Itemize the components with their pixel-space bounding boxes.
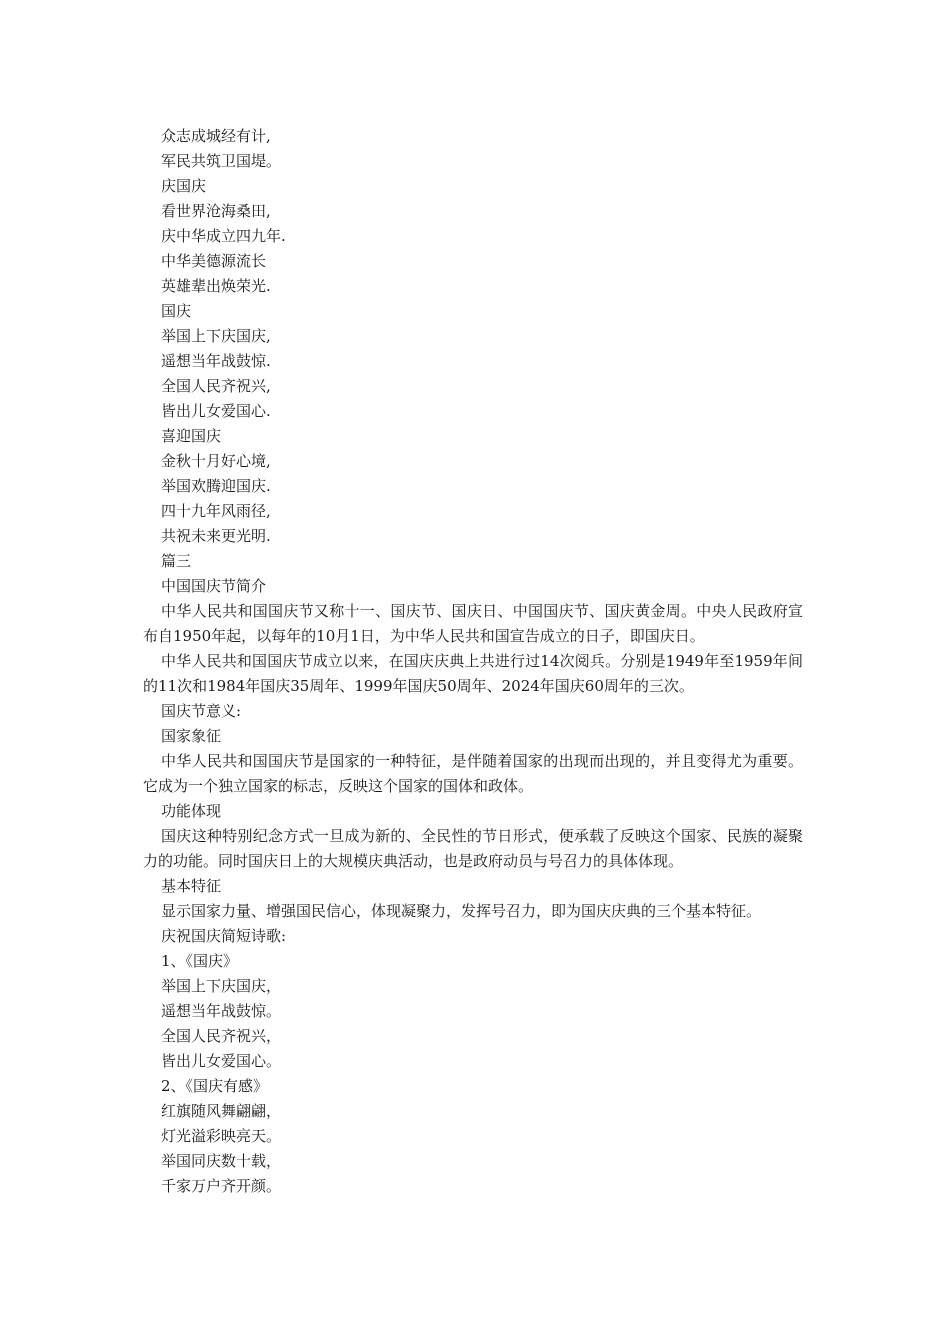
poem-title: 1、《国庆》 [161, 952, 239, 970]
section-heading: 篇三 [161, 552, 192, 570]
poem-title: 国庆 [161, 302, 192, 320]
text-line: 共祝未来更光明. [161, 527, 271, 545]
symbol-paragraph: 中华人民共和国国庆节是国家的一种特征，是伴随着国家的出现而出现的，并且变得尤为重要。它成为一个独立国家的标志，反映这个国家的国体和政体。 [143, 752, 803, 795]
text-line: 金秋十月好心境, [161, 452, 271, 470]
symbol-heading: 国家象征 [161, 727, 222, 745]
text-line: 全国人民齐祝兴， [161, 1027, 282, 1045]
text-line: 举国欢腾迎国庆. [161, 477, 271, 495]
text-line: 全国人民齐祝兴, [161, 377, 271, 395]
text-line: 皆出儿女爱国心. [161, 402, 271, 420]
text-line: 四十九年风雨径, [161, 502, 271, 520]
function-paragraph: 国庆这种特别纪念方式一旦成为新的、全民性的节日形式，便承载了反映这个国家、民族的凝聚力的功能。同时国庆日上的大规模庆典活动，也是政府动员与号召力的具体体现。 [143, 827, 803, 870]
meaning-heading: 国庆节意义: [161, 702, 242, 720]
features-heading: 基本特征 [161, 877, 222, 895]
section-heading: 庆祝国庆简短诗歌: [161, 927, 287, 945]
poem-title: 庆国庆 [161, 177, 207, 195]
poem-section-bottom [143, 924, 803, 1199]
text-line: 千家万户齐开颜。 [161, 1177, 282, 1195]
features-paragraph: 显示国家力量、增强国民信心，体现凝聚力，发挥号召力，即为国庆庆典的三个基本特征。 [161, 902, 762, 920]
text-line: 红旗随风舞翩翩， [161, 1102, 282, 1120]
poem-title: 2、《国庆有感》 [161, 1077, 269, 1095]
function-heading: 功能体现 [161, 802, 222, 820]
text-line: 庆中华成立四九年. [161, 227, 286, 245]
parades-paragraph: 中华人民共和国国庆节成立以来，在国庆庆典上共进行过14次阅兵。分别是1949年至1959年间的11次和1984年国庆35周年、1999年国庆50周年、2024年国庆60周年的三次。 [143, 652, 803, 695]
text-line: 众志成城经有计, [161, 127, 271, 145]
text-line: 军民共筑卫国堤。 [161, 152, 282, 170]
text-line: 遥想当年战鼓惊。 [161, 1002, 282, 1020]
text-line: 看世界沧海桑田, [161, 202, 271, 220]
text-line: 英雄辈出焕荣光. [161, 277, 271, 295]
text-line: 遥想当年战鼓惊. [161, 352, 271, 370]
text-line: 举国同庆数十载， [161, 1152, 282, 1170]
text-line: 举国上下庆国庆， [161, 977, 282, 995]
text-line: 灯光溢彩映亮天。 [161, 1127, 282, 1145]
text-line: 举国上下庆国庆, [161, 327, 271, 345]
text-line: 中华美德源流长 [161, 252, 267, 270]
poem-title: 喜迎国庆 [161, 427, 222, 445]
section-heading: 中国国庆节简介 [161, 577, 267, 595]
intro-paragraph: 中华人民共和国国庆节又称十一、国庆节、国庆日、中国国庆节、国庆黄金周。中央人民政府宣布自1950年起，以每年的10月1日，为中华人民共和国宣告成立的日子，即国庆日。 [143, 602, 803, 645]
poem-section-top [143, 124, 803, 599]
document-page [143, 124, 803, 1199]
text-line: 皆出儿女爱国心。 [161, 1052, 282, 1070]
